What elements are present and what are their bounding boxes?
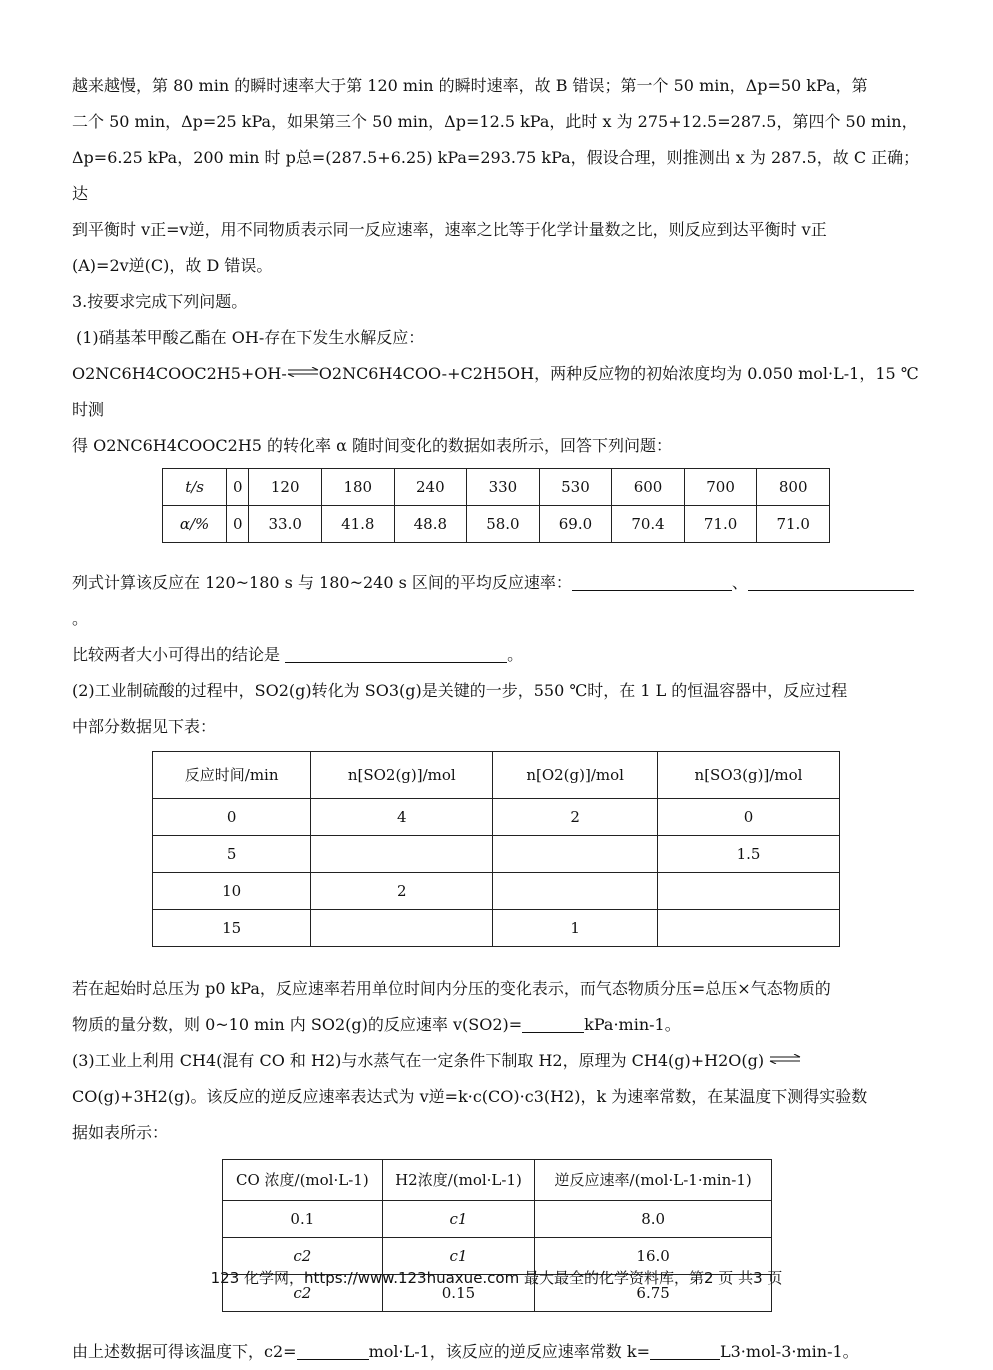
table-cell: 1	[493, 910, 658, 947]
table-cell: 4	[311, 799, 493, 836]
table-cell: 0	[227, 469, 249, 506]
intro-line-1: 越来越慢，第 80 min 的瞬时速率大于第 120 min 的瞬时速率，故 B 错误；第一个 50 min，Δp=50 kPa，第	[72, 76, 868, 95]
table-cell: 330	[467, 469, 540, 506]
table-row	[163, 506, 830, 543]
table-cell	[493, 873, 658, 910]
answer-blank[interactable]	[650, 1341, 720, 1360]
table-row	[223, 1160, 772, 1201]
table-cell: 48.8	[394, 506, 467, 543]
table-cell: 0.1	[223, 1201, 383, 1238]
table-cell: 70.4	[612, 506, 685, 543]
part-1-conclusion-question: 比较两者大小可得出的结论是 。	[72, 645, 524, 664]
table-cell: 0	[227, 506, 249, 543]
answer-blank[interactable]	[522, 1014, 584, 1033]
question-3-title: 3.按要求完成下列问题。	[72, 292, 248, 311]
table-cell: 1.5	[658, 836, 840, 873]
table-cell: 71.0	[684, 506, 757, 543]
document-body	[72, 68, 922, 1370]
table-cell: 120	[249, 469, 322, 506]
table-cell: 10	[153, 873, 311, 910]
equation-products: O2NC6H4COO-+C2H5OH，两种反应物的初始浓度均为 0.050 mol·L-1，15 ℃时测	[72, 364, 919, 419]
table-header-cell: 逆反应速率/(mol·L-1·min-1)	[535, 1160, 772, 1201]
table-cell: 8.0	[535, 1201, 772, 1238]
table-cell: 58.0	[467, 506, 540, 543]
part-2-question-line-1: 若在起始时总压为 p0 kPa，反应速率若用单位时间内分压的变化表示，而气态物质分压=总压×气态物质的	[72, 979, 831, 998]
table-cell	[493, 836, 658, 873]
table-header-cell: α/%	[163, 506, 227, 543]
part-1-equation-line	[72, 356, 922, 428]
table-row	[153, 836, 840, 873]
table-cell	[311, 836, 493, 873]
reversible-arrow-icon	[769, 1054, 801, 1064]
part-2-line-1: (2)工业制硫酸的过程中，SO2(g)转化为 SO3(g)是关键的一步，550 ℃时，在 1 L 的恒温容器中，反应过程	[72, 681, 848, 700]
table-cell: 33.0	[249, 506, 322, 543]
table-cell: c2	[223, 1238, 383, 1275]
intro-line-5: (A)=2v逆(C)，故 D 错误。	[72, 256, 273, 275]
answer-blank[interactable]	[572, 572, 732, 591]
table-cell: 240	[394, 469, 467, 506]
answer-blank[interactable]	[297, 1341, 369, 1360]
table-cell: c2	[223, 1275, 383, 1312]
part-2-line-2: 中部分数据见下表：	[72, 717, 217, 736]
table-header-cell: H2浓度/(mol·L-1)	[382, 1160, 535, 1201]
table-cell: 69.0	[539, 506, 612, 543]
table-cell: 15	[153, 910, 311, 947]
table-row	[163, 469, 830, 506]
table-row	[153, 799, 840, 836]
table-cell: 16.0	[535, 1238, 772, 1275]
table-row	[153, 873, 840, 910]
part-3-line-3: 据如表所示：	[72, 1123, 169, 1142]
reversible-arrow-icon	[287, 367, 319, 377]
table-cell: 71.0	[757, 506, 830, 543]
intro-line-4: 到平衡时 v正=v逆，用不同物质表示同一反应速率，速率之比等于化学计量数之比，则反应到达平衡时 v正	[72, 220, 827, 239]
equation-reactants: O2NC6H4COOC2H5+OH-	[72, 364, 287, 383]
table-cell: 5	[153, 836, 311, 873]
part-1-conversion-line: 得 O2NC6H4COOC2H5 的转化率 α 随时间变化的数据如表所示，回答下列问题：	[72, 436, 673, 455]
table-cell: 0.15	[382, 1275, 535, 1312]
table-cell: 0	[153, 799, 311, 836]
table-row	[153, 910, 840, 947]
table-cell: 41.8	[321, 506, 394, 543]
table-row	[223, 1201, 772, 1238]
table-cell	[658, 873, 840, 910]
part-3-line-1: (3)工业上利用 CH4(混有 CO 和 H2)与水蒸气在一定条件下制取 H2，原理为 CH4(g)+H2O(g)	[72, 1043, 922, 1079]
table-header-cell: t/s	[163, 469, 227, 506]
so2-conversion-table	[152, 751, 840, 947]
part-3-line-2: CO(g)+3H2(g)。该反应的逆反应速率表达式为 v逆=k·c(CO)·c3(H2)，k 为速率常数，在某温度下测得实验数	[72, 1087, 868, 1106]
table-header-cell: n[SO3(g)]/mol	[658, 752, 840, 799]
table-cell: 180	[321, 469, 394, 506]
table-header-cell: 反应时间/min	[153, 752, 311, 799]
table-cell: 0	[658, 799, 840, 836]
reverse-rate-table	[222, 1159, 772, 1312]
answer-blank[interactable]	[748, 572, 914, 591]
table-header-cell: n[SO2(g)]/mol	[311, 752, 493, 799]
table-cell: 6.75	[535, 1275, 772, 1312]
page-footer: 123 化学网，https://www.123huaxue.com 最大最全的化学资料库，第2 页 共3 页	[210, 1269, 783, 1287]
conversion-table	[162, 468, 830, 543]
table-header-cell: CO 浓度/(mol·L-1)	[223, 1160, 383, 1201]
table-cell: 600	[612, 469, 685, 506]
part-1-rate-question: 列式计算该反应在 120~180 s 与 180~240 s 区间的平均反应速率： 、。	[72, 565, 922, 637]
part-2-question-line-2: 物质的量分数，则 0~10 min 内 SO2(g)的反应速率 v(SO2)= kPa·min-1。	[72, 1015, 681, 1034]
intro-line-2: 二个 50 min，Δp=25 kPa，如果第三个 50 min，Δp=12.5 kPa，此时 x 为 275+12.5=287.5，第四个 50 min，	[72, 112, 918, 131]
part-3-question: 由上述数据可得该温度下，c2= mol·L-1，该反应的逆反应速率常数 k= L3·mol-3·min-1。	[72, 1342, 859, 1361]
table-cell: 700	[684, 469, 757, 506]
table-cell: 800	[757, 469, 830, 506]
table-cell: c1	[382, 1201, 535, 1238]
table-cell: 2	[493, 799, 658, 836]
intro-line-3: Δp=6.25 kPa，200 min 时 p总=(287.5+6.25) kPa=293.75 kPa，假设合理，则推测出 x 为 287.5，故 C 正确；达	[72, 148, 920, 203]
part-1-intro: (1)硝基苯甲酸乙酯在 OH-存在下发生水解反应：	[76, 328, 425, 347]
table-cell: 530	[539, 469, 612, 506]
table-row	[153, 752, 840, 799]
table-header-cell: n[O2(g)]/mol	[493, 752, 658, 799]
table-cell: 2	[311, 873, 493, 910]
table-cell	[311, 910, 493, 947]
answer-blank[interactable]	[285, 644, 507, 663]
table-cell: c1	[382, 1238, 535, 1275]
table-cell	[658, 910, 840, 947]
